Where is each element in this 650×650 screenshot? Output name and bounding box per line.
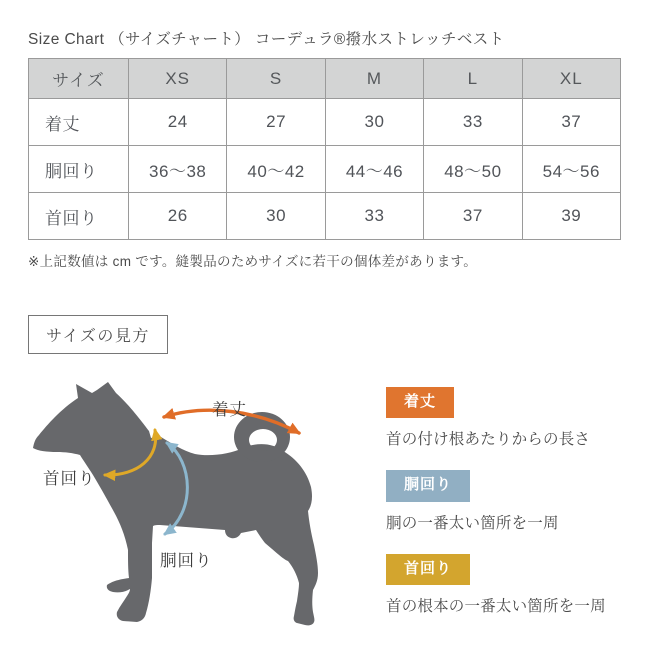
size-value-cell: 30	[227, 193, 325, 240]
size-value-cell: 39	[522, 193, 620, 240]
size-value-cell: 44〜46	[325, 146, 423, 193]
size-column-header: サイズ	[29, 59, 129, 99]
table-header-row	[29, 59, 621, 99]
measurement-row-label: 首回り	[29, 193, 129, 240]
dog-measurement-illustration	[25, 375, 325, 645]
legend-description: 首の付け根あたりからの長さ	[386, 431, 591, 449]
page-title: Size Chart （サイズチャート） コーデュラ®撥水ストレッチベスト	[28, 31, 505, 48]
legend-description: 胴の一番太い箇所を一周	[386, 514, 559, 532]
legend-item	[386, 387, 638, 449]
legend-badge-neck: 首回り	[386, 554, 470, 585]
diagram-neck-label: 首回り	[43, 470, 96, 488]
size-value-cell: 26	[129, 193, 227, 240]
dog-silhouette-icon	[33, 382, 318, 625]
table-row	[29, 193, 621, 240]
diagram-girth-label: 胴回り	[160, 552, 213, 570]
table-row	[29, 146, 621, 193]
size-value-cell: 36〜38	[129, 146, 227, 193]
size-column-header: XS	[129, 59, 227, 99]
size-value-cell: 24	[129, 99, 227, 146]
size-column-header: S	[227, 59, 325, 99]
legend-badge-girth: 胴回り	[386, 470, 470, 501]
size-guide-diagram	[25, 375, 325, 645]
size-value-cell: 40〜42	[227, 146, 325, 193]
measurement-row-label: 胴回り	[29, 146, 129, 193]
legend-item	[386, 470, 638, 532]
size-value-cell: 30	[325, 99, 423, 146]
size-value-cell: 27	[227, 99, 325, 146]
legend-badge-length: 着丈	[386, 387, 454, 418]
size-column-header: M	[325, 59, 423, 99]
diagram-length-label: 着丈	[212, 401, 247, 419]
size-value-cell: 37	[424, 193, 522, 240]
legend-description: 首の根本の一番太い箇所を一周	[386, 597, 606, 615]
legend-item	[386, 554, 638, 616]
measurement-legend	[386, 387, 638, 637]
size-value-cell: 54〜56	[522, 146, 620, 193]
table-row	[29, 99, 621, 146]
size-chart-table	[28, 58, 621, 240]
unit-note: ※上記数値は cm です。縫製品のためサイズに若干の個体差があります。	[28, 254, 478, 269]
size-column-header: L	[424, 59, 522, 99]
size-value-cell: 33	[325, 193, 423, 240]
size-value-cell: 37	[522, 99, 620, 146]
size-value-cell: 48〜50	[424, 146, 522, 193]
size-value-cell: 33	[424, 99, 522, 146]
size-column-header: XL	[522, 59, 620, 99]
measurement-row-label: 着丈	[29, 99, 129, 146]
size-guide-heading: サイズの見方	[28, 315, 168, 354]
